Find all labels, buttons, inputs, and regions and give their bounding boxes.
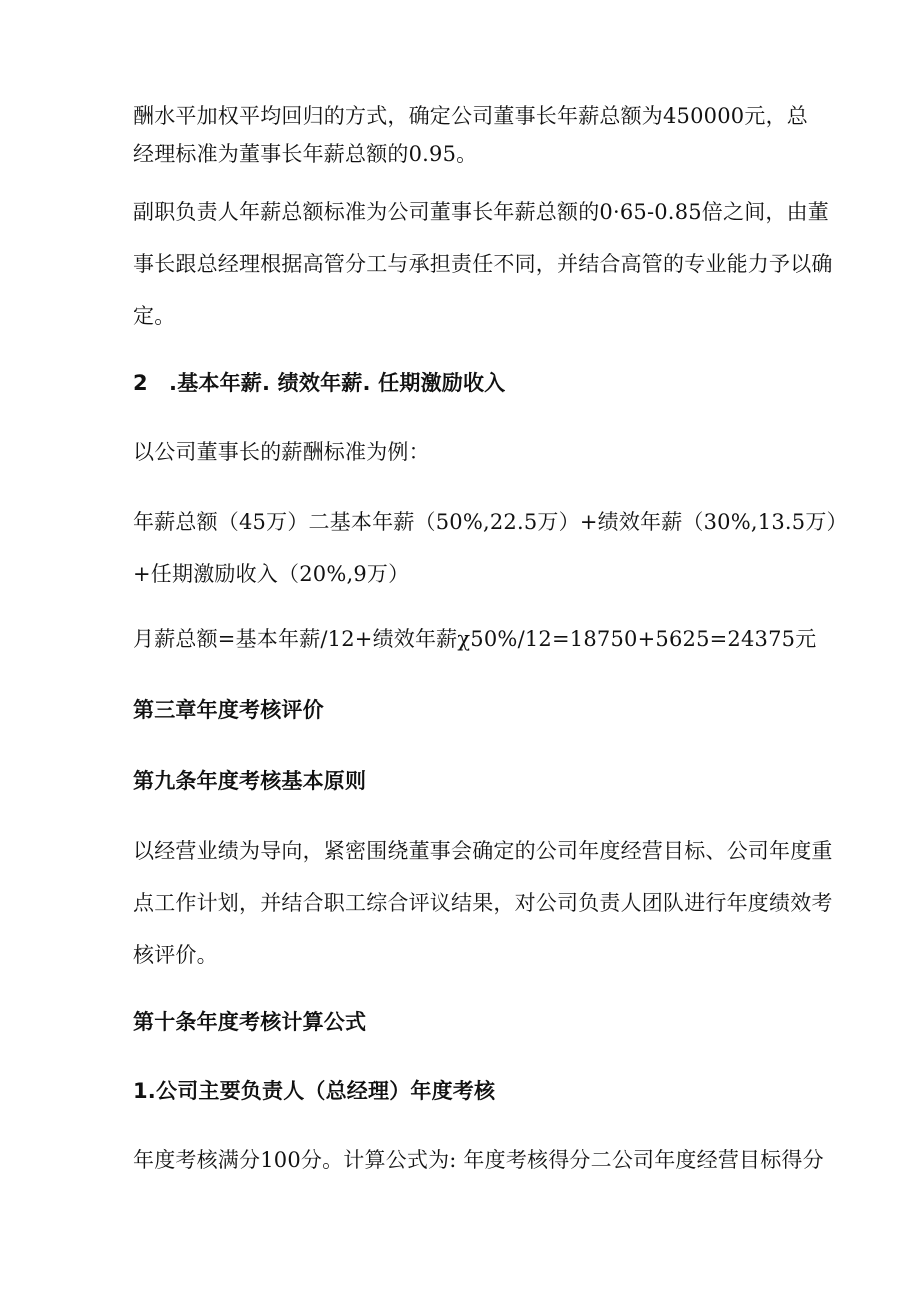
paragraph-monthly-formula [133, 620, 817, 658]
text-line: 以公司董事长的薪酬标准为例： [133, 440, 430, 464]
text-line: 1.公司主要负责人（总经理）年度考核 [133, 1079, 496, 1103]
text-line: 事长跟总经理根据高管分工与承担责任不同，并结合高管的专业能力予以确 [133, 252, 833, 276]
paragraph-score-formula [133, 1141, 824, 1179]
heading-article-ten [133, 1003, 793, 1041]
paragraph-chairman-salary [133, 97, 808, 173]
text-line: 2 .基本年薪. 绩效年薪. 任期激励收入 [133, 371, 506, 395]
text-line: 月薪总额=基本年薪/12+绩效年薪χ50%/12=18750+5625=24375元 [133, 627, 817, 651]
paragraph-assessment-principle [133, 825, 833, 981]
text-line: 年度考核满分100分。计算公式为: 年度考核得分二公司年度经营目标得分 [133, 1148, 824, 1172]
text-line: 年薪总额（45万）二基本年薪（50%,22.5万）+绩效年薪（30%,13.5万） [133, 510, 848, 534]
text-line: 副职负责人年薪总额标准为公司董事长年薪总额的0·65-0.85倍之间，由董 [133, 200, 830, 224]
heading-chapter-three [133, 691, 793, 729]
text-line: 以经营业绩为导向，紧密围绕董事会确定的公司年度经营目标、公司年度重 [133, 839, 833, 863]
heading-article-nine [133, 762, 793, 800]
text-line: 核评价。 [133, 943, 218, 967]
text-line: 第十条年度考核计算公式 [133, 1010, 367, 1034]
text-line: 第九条年度考核基本原则 [133, 769, 367, 793]
paragraph-annual-formula [133, 496, 848, 600]
text-line: 第三章年度考核评价 [133, 698, 324, 722]
text-line: 经理标准为董事长年薪总额的0.95。 [133, 142, 478, 166]
text-line: 点工作计划，并结合职工综合评议结果，对公司负责人团队进行年度绩效考 [133, 891, 833, 915]
heading-salary-components [133, 364, 793, 402]
paragraph-example-intro [133, 433, 793, 471]
paragraph-deputy-salary [133, 186, 833, 342]
text-line: +任期激励收入（20%,9万） [133, 562, 410, 586]
text-line: 酬水平加权平均回归的方式，确定公司董事长年薪总额为450000元，总 [133, 104, 808, 128]
text-line: 定。 [133, 304, 176, 328]
heading-gm-assessment [133, 1072, 793, 1110]
